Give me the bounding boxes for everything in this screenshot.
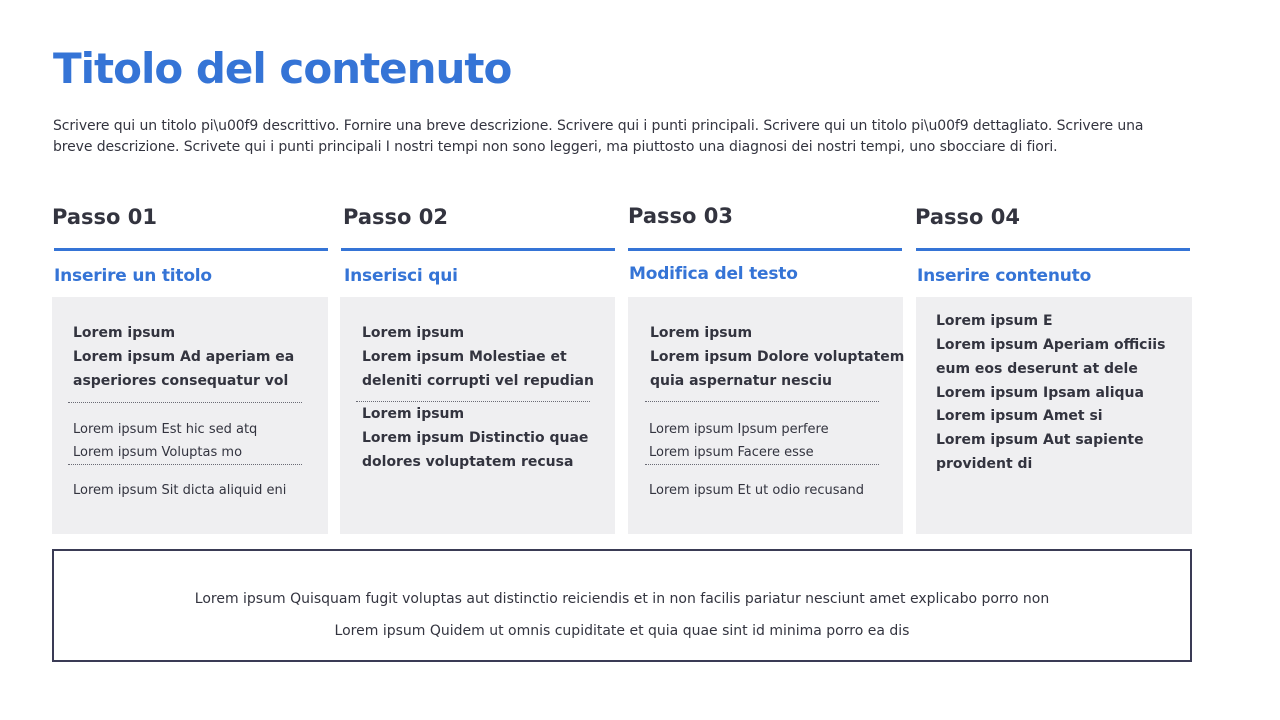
dotted-divider: [356, 401, 590, 402]
step-rule-03: [628, 248, 902, 251]
card-line: Lorem ipsum E: [936, 313, 1053, 329]
step-heading-01: Passo 01: [52, 205, 157, 229]
card-line: eum eos deserunt at dele: [936, 361, 1138, 377]
card-line: Lorem ipsum Ipsam aliqua: [936, 385, 1144, 401]
card-line: asperiores consequatur vol: [73, 373, 289, 389]
step-subtitle-01: Inserire un titolo: [54, 266, 212, 286]
card-line: Lorem ipsum Et ut odio recusand: [649, 483, 864, 498]
card-line: Lorem ipsum Aut sapiente: [936, 432, 1144, 448]
dotted-divider: [68, 464, 302, 465]
card-line: Lorem ipsum Ad aperiam ea: [73, 349, 295, 365]
card-line: dolores voluptatem recusa: [362, 454, 574, 470]
card-line: Lorem ipsum: [650, 325, 753, 341]
step-rule-01: [54, 248, 328, 251]
dotted-divider: [68, 402, 302, 403]
step-heading-04: Passo 04: [915, 205, 1020, 229]
card-line: provident di: [936, 456, 1033, 472]
step-subtitle-04: Inserire contenuto: [917, 266, 1092, 286]
page-title: Titolo del contenuto: [53, 44, 512, 93]
step-subtitle-02: Inserisci qui: [344, 266, 458, 286]
card-line: Lorem ipsum Sit dicta aliquid eni: [73, 483, 287, 498]
card-line: Lorem ipsum Aperiam officiis: [936, 337, 1166, 353]
page-description: Scrivere qui un titolo pi\u00f9 descrittivo. Fornire una breve descrizione. Scrivere qui i punti principali. Scrivere qui un titolo pi\u00f9 dettagliato. Scrivere una breve descrizione. Scrivete qui i punti principali I nostri tempi non sono leggeri, ma piuttosto una diagnosi dei nostri tempi, uno sbocciare di fiori.: [53, 118, 1144, 155]
step-rule-02: [341, 248, 615, 251]
step-card-01: [52, 297, 328, 534]
card-line: Lorem ipsum Dolore voluptatem: [650, 349, 905, 365]
card-line: Lorem ipsum: [362, 406, 465, 422]
card-line: Lorem ipsum Molestiae et: [362, 349, 567, 365]
summary-line-1: Lorem ipsum Quisquam fugit voluptas aut distinctio reiciendis et in non facilis pariatur nesciunt amet explicabo porro non: [194, 591, 1050, 607]
step-heading-03: Passo 03: [628, 204, 733, 228]
step-card-02: [340, 297, 615, 534]
step-heading-02: Passo 02: [343, 205, 448, 229]
step-card-04: [916, 297, 1192, 534]
card-line: Lorem ipsum Amet si: [936, 408, 1103, 424]
card-line: Lorem ipsum Voluptas mo: [73, 445, 243, 460]
dotted-divider: [645, 401, 879, 402]
card-line: quia aspernatur nesciu: [650, 373, 833, 389]
summary-box: [52, 549, 1192, 662]
card-line: Lorem ipsum: [73, 325, 176, 341]
card-line: Lorem ipsum Est hic sed atq: [73, 422, 258, 437]
card-line: Lorem ipsum Ipsum perfere: [649, 422, 829, 437]
step-card-03: [628, 297, 903, 534]
step-rule-04: [916, 248, 1190, 251]
card-line: Lorem ipsum Facere esse: [649, 445, 814, 460]
card-line: Lorem ipsum: [362, 325, 465, 341]
dotted-divider: [645, 464, 879, 465]
summary-line-2: Lorem ipsum Quidem ut omnis cupiditate et quia quae sint id minima porro ea dis: [334, 623, 910, 639]
card-line: Lorem ipsum Distinctio quae: [362, 430, 589, 446]
card-line: deleniti corrupti vel repudian: [362, 373, 594, 389]
step-subtitle-03: Modifica del testo: [629, 264, 798, 284]
